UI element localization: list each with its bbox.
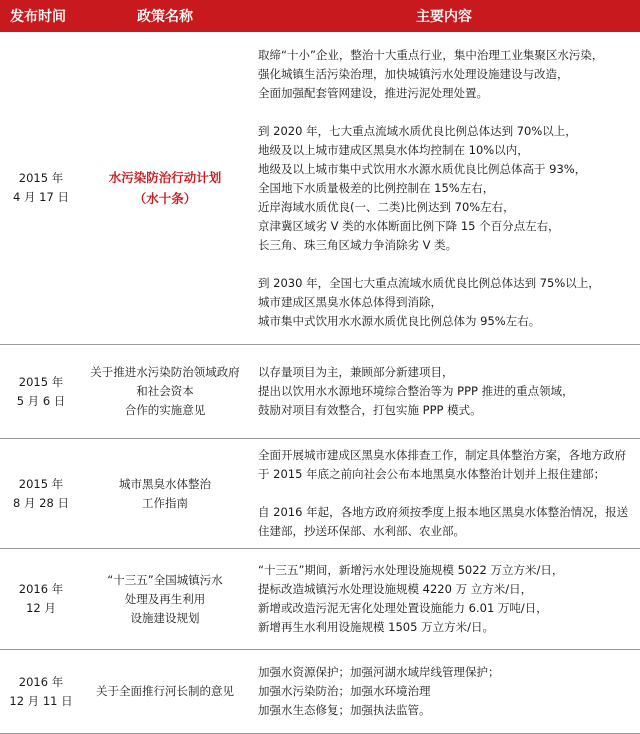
date-day: 5 月 6 日 — [16, 393, 66, 408]
policy-name: 设施建设规划 — [130, 610, 200, 625]
policy-name: 工作指南 — [142, 495, 188, 510]
header-policy: 政策名称 — [137, 9, 193, 25]
table-header — [0, 0, 640, 32]
table-row — [0, 439, 640, 549]
content-paragraph: 到 2020 年，七大重点流域水质优良比例总体达到 70%以上， 地级及以上城市建成区黑臭水体均控制在 10%以内， 地级及以上城市集中式饮用水水源水质优良比例总体高于 93%， 全国地下水质量极差的比例控制在 15%左右， 近岸海域水质优良(一、二类)比例达到 70%左右， 京津冀区域劣 V 类的水体断面比例下降 15 个百分点左右， 长三角、珠三角区域力争消除劣 V 类。 — [258, 123, 587, 252]
content-paragraph: 取缔“十小”企业，整治十大重点行业，集中治理工业集聚区水污染， 强化城镇生活污染治理，加快城镇污水处理设施建设与改造， 全面加强配套管网建设，推进污泥处理处置。 — [258, 47, 604, 100]
content-paragraph: 以存量项目为主，兼顾部分新建项目， 提出以饮用水水源地环境综合整治等为 PPP 推进的重点领域， 鼓励对项目有效整合，打包实施 PPP 模式。 — [258, 365, 574, 417]
policy-name: 关于全面推行河长制的意见 — [96, 684, 234, 698]
date-cell — [0, 549, 82, 649]
header-date: 发布时间 — [10, 9, 66, 25]
date-day: 8 月 28 日 — [13, 495, 69, 510]
content-paragraph: 加强水资源保护；加强河湖水域岸线管理保护； 加强水污染防治；加强水环境治理 加强水生态修复；加强执法监管。 — [258, 665, 500, 717]
policy-name: 关于推进水污染防治领域政府 — [90, 365, 240, 379]
policy-cell — [82, 439, 248, 548]
date-year: 2015 年 — [18, 374, 64, 389]
content-cell — [248, 650, 640, 733]
date-year: 2015 年 — [18, 476, 64, 491]
table-row — [0, 345, 640, 439]
date-day: 12 月 — [26, 601, 56, 615]
content-cell — [248, 345, 640, 438]
table-row — [0, 549, 640, 650]
policy-name: 水污染防治行动计划 — [108, 170, 222, 185]
content-cell — [248, 32, 640, 344]
policy-name: 合作的实施意见 — [124, 403, 206, 417]
date-cell — [0, 32, 82, 344]
policy-name: 和社会资本 — [136, 384, 194, 398]
content-cell — [248, 439, 640, 548]
policy-name: 处理及再生利用 — [124, 591, 206, 606]
policy-cell — [82, 345, 248, 438]
policy-name-sub: （水十条） — [133, 191, 197, 206]
date-cell — [0, 345, 82, 438]
date-year: 2016 年 — [18, 582, 64, 596]
date-cell — [0, 650, 82, 733]
policy-cell — [82, 32, 248, 344]
date-cell — [0, 439, 82, 548]
table-row — [0, 32, 640, 345]
content-paragraph: 自 2016 年起，各地方政府须按季度上报本地区黑臭水体整治情况，报送 住建部，抄送环保部、水利部、农业部。 — [258, 505, 629, 538]
policy-cell — [82, 549, 248, 649]
table-row — [0, 650, 640, 734]
policy-name: “十三五”全国城镇污水 — [107, 572, 223, 587]
date-year: 2015 年 — [18, 171, 64, 185]
policy-name: 城市黑臭水体整治 — [119, 476, 211, 491]
content-cell — [248, 549, 640, 649]
policy-cell — [82, 650, 248, 733]
header-content: 主要内容 — [416, 9, 472, 25]
date-day: 4 月 17 日 — [13, 190, 69, 204]
date-year: 2016 年 — [18, 674, 64, 689]
content-paragraph: 全面开展城市建成区黑臭水体排查工作，制定具体整治方案，各地方政府 于 2015 年底之前向社会公布本地黑臭水体整治计划并上报住建部； — [258, 448, 626, 481]
date-day: 12 月 11 日 — [9, 693, 73, 708]
content-paragraph: “十三五”期间，新增污水处理设施规模 5022 万立方米/日， 提标改造城镇污水处理设施规模 4220 万 立方米/日， 新增或改造污泥无害化处理处置设施能力 6.01 万吨/日， 新增再生水利用设施规模 1505 万立方米/日。 — [258, 563, 564, 634]
content-paragraph: 到 2030 年，全国七大重点流域水质优良比例总体达到 75%以上， 城市建成区黑臭水体总体得到消除， 城市集中式饮用水水源水质优良比例总体为 95%左右。 — [258, 275, 600, 328]
